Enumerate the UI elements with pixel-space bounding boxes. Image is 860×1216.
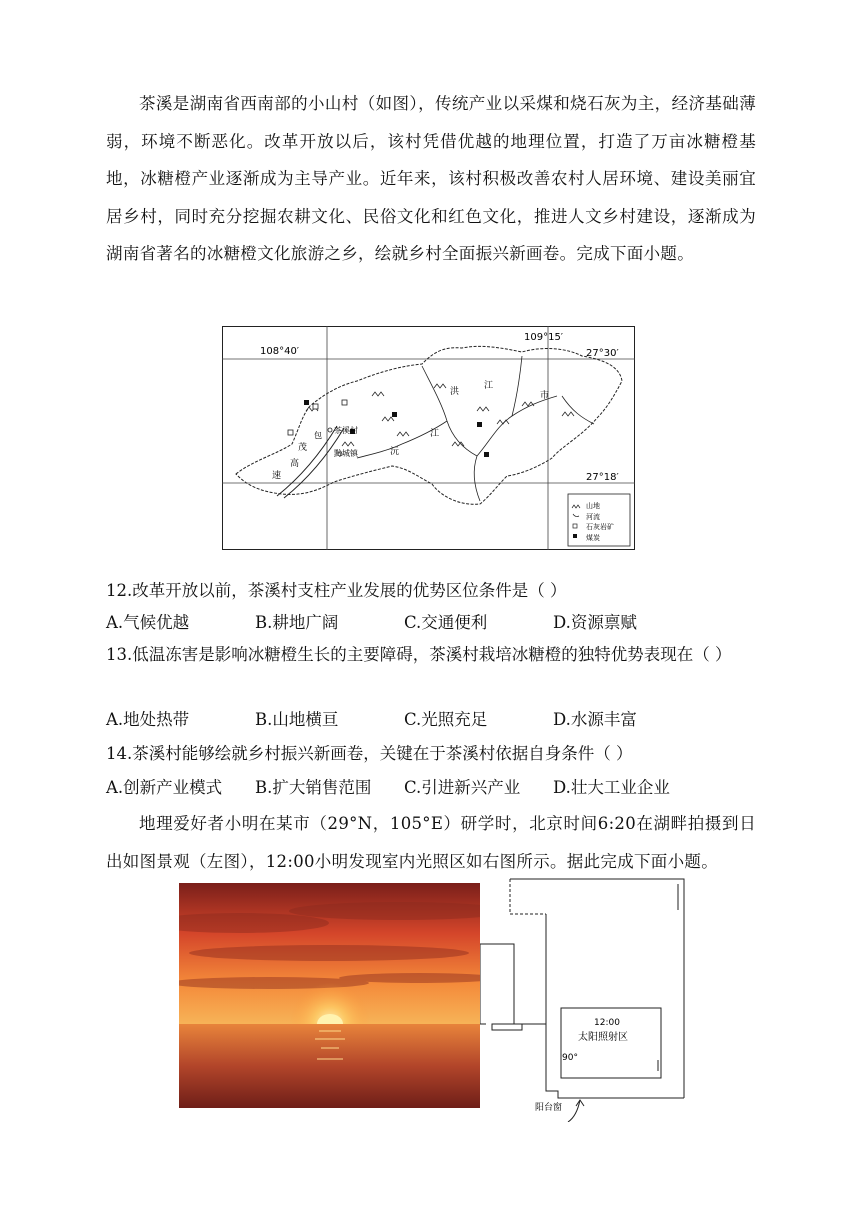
passage-2: 地理爱好者小明在某市（29°N，105°E）研学时，北京时间6:20在湖畔拍摄到日出如图景观（左图），12:00小明发现室内光照区如右图所示。据此完成下面小题。: [106, 814, 756, 871]
option-b: B.扩大销售范围: [255, 778, 372, 797]
option-a: A.地处热带: [106, 710, 190, 729]
legend-mountain: 山地: [586, 502, 600, 510]
lat-top-label: 27°30′: [586, 348, 619, 359]
room-angle: 90°: [562, 1053, 578, 1063]
map-label-bao: 包: [314, 431, 322, 440]
lon-left-label: 108°40′: [260, 346, 300, 357]
room-window: 阳台窗: [535, 1103, 563, 1113]
option-b: B.耕地广阔: [255, 613, 339, 632]
legend-limestone: 石灰岩矿: [586, 523, 614, 531]
question-13-stem: 13.低温冻害是影响冰糖橙生长的主要障碍，茶溪村栽培冰糖橙的独特优势表现在（ ）: [106, 645, 732, 664]
map-label-mao: 茂: [298, 443, 308, 453]
option-c: C.交通便利: [404, 613, 488, 632]
question-13-options: [106, 703, 756, 736]
map-label-qianchengzhen: 黔城镇: [334, 449, 358, 458]
lon-right-label: 109°15′: [524, 332, 564, 343]
option-c: C.光照充足: [404, 710, 488, 729]
passage-1: 茶溪是湖南省西南部的小山村（如图），传统产业以采煤和烧石灰为主，经济基础薄弱，环境不断恶化。改革开放以后，该村凭借优越的地理位置，打造了万亩冰糖橙基地，冰糖橙产业逐渐成为主导产业。近年来，该村积极改善农村人居环境、建设美丽宜居乡村，同时充分挖掘农耕文化、民俗文化和红色文化，推进人文乡村建设，逐渐成为湖南省著名的冰糖橙文化旅游之乡，绘就乡村全面振兴新画卷。完成下面小题。: [106, 94, 756, 263]
option-d: D.壮大工业企业: [553, 778, 670, 797]
map-label-su: 速: [272, 471, 282, 481]
map-label-jiang1: 江: [484, 381, 494, 391]
question-12-options: [106, 606, 756, 639]
room-sun-area: 太阳照射区: [578, 1032, 628, 1043]
option-a: A.气候优越: [106, 613, 190, 632]
map-label-chaxi: 茶溪村: [334, 426, 358, 435]
legend-river: 河流: [586, 513, 600, 521]
lat-bottom-label: 27°18′: [586, 472, 619, 483]
option-b: B.山地横亘: [255, 710, 339, 729]
chaxi-map: [222, 326, 635, 550]
map-label-hong: 洪: [450, 387, 460, 397]
legend-coal: 煤炭: [586, 534, 600, 542]
sunrise-photo: [179, 883, 480, 1108]
room-time: 12:00: [594, 1018, 620, 1028]
question-12-stem: 12.改革开放以前，茶溪村支柱产业发展的优势区位条件是（ ）: [106, 581, 567, 600]
question-14-options: [106, 771, 756, 804]
map-label-yuan: 沅: [390, 447, 400, 457]
map-label-gao: 高: [290, 459, 300, 469]
room-diagram: [480, 874, 690, 1122]
option-d: D.水源丰富: [553, 710, 637, 729]
option-d: D.资源禀赋: [553, 613, 637, 632]
option-c: C.引进新兴产业: [404, 778, 521, 797]
map-label-shi: 市: [540, 391, 550, 401]
option-a: A.创新产业模式: [106, 778, 223, 797]
question-14-stem: 14.茶溪村能够绘就乡村振兴新画卷，关键在于茶溪村依据自身条件（ ）: [106, 744, 633, 763]
map-label-jiang2: 江: [430, 429, 440, 439]
